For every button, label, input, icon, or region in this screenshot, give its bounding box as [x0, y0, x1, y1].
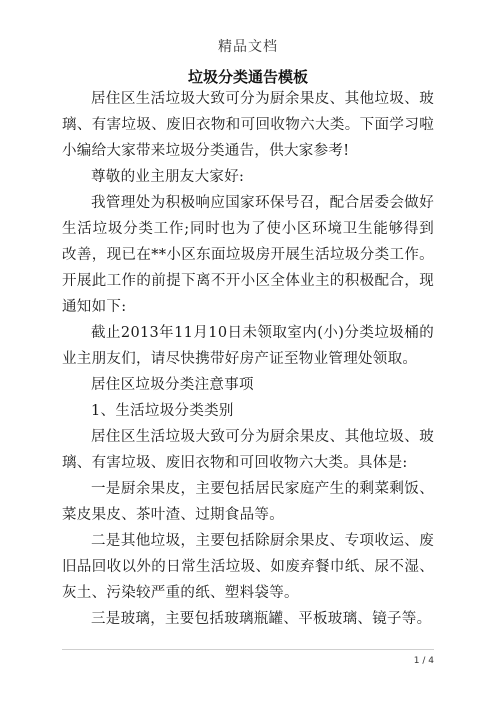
paragraph-deadline: 截止2013年11月10日未领取室内(小)分类垃圾桶的业主朋友们，请尽快携带好房产证至物业管理处领取。	[62, 325, 434, 367]
paragraph-categories: 居住区生活垃圾大致可分为厨余果皮、其他垃圾、玻璃、有害垃圾、废旧衣物和可回收物六大类。具体是:	[62, 429, 434, 471]
page-number: 1 / 4	[413, 656, 434, 666]
page-header: 精品文档	[218, 39, 278, 55]
document-title: 垃圾分类通告模板	[187, 68, 308, 86]
paragraph-greeting: 尊敬的业主朋友大家好:	[91, 169, 245, 185]
paragraph-other-waste: 二是其他垃圾，主要包括除厨余果皮、专项收运、废旧品回收以外的日常生活垃圾、如废弃餐巾纸、尿不湿、灰土、污染较严重的纸、塑料袋等。	[62, 533, 434, 601]
footer-divider	[62, 649, 434, 650]
paragraph-section-heading: 居住区垃圾分类注意事项	[91, 377, 254, 393]
paragraph-notice: 我管理处为积极响应国家环保号召，配合居委会做好生活垃圾分类工作;同时也为了使小区环境卫生能够得到改善，现已在**小区东面垃圾房开展生活垃圾分类工作。开展此工作的前提下离不开小区全体业主的积极配合，现通知如下:	[62, 195, 434, 315]
document-body	[62, 86, 434, 632]
paragraph-category-heading: 1、生活垃圾分类类别	[91, 403, 234, 419]
paragraph-intro: 居住区生活垃圾大致可分为厨余果皮、其他垃圾、玻璃、有害垃圾、废旧衣物和可回收物六大类。下面学习啦小编给大家带来垃圾分类通告，供大家参考!	[62, 91, 434, 159]
paragraph-glass: 三是玻璃，主要包括玻璃瓶罐、平板玻璃、镜子等。	[91, 611, 432, 627]
paragraph-kitchen-waste: 一是厨余果皮，主要包括居民家庭产生的剩菜剩饭、菜皮果皮、茶叶渣、过期食品等。	[62, 481, 434, 523]
